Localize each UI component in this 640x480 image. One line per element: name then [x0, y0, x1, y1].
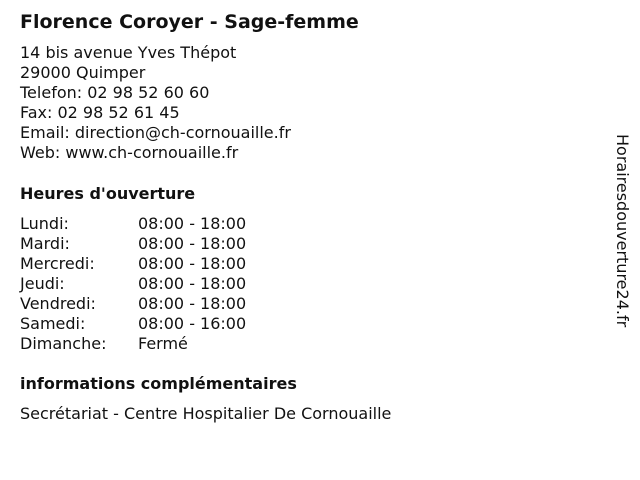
- street-address: 14 bis avenue Yves Thépot: [20, 43, 237, 62]
- email-address: Email: direction@ch-cornouaille.fr: [20, 123, 291, 142]
- time-range: Fermé: [138, 334, 188, 353]
- day-label: Mardi:: [20, 234, 70, 253]
- time-range: 08:00 - 18:00: [138, 254, 247, 273]
- time-range: 08:00 - 18:00: [138, 234, 247, 253]
- hours-heading: Heures d'ouverture: [20, 184, 196, 203]
- hours-row-monday: [20, 214, 320, 234]
- fax-number: Fax: 02 98 52 61 45: [20, 103, 180, 122]
- hours-table: [20, 214, 320, 354]
- day-label: Dimanche:: [20, 334, 107, 353]
- hours-row-tuesday: [20, 234, 320, 254]
- time-range: 08:00 - 18:00: [138, 274, 247, 293]
- contact-block: [20, 43, 291, 163]
- hours-row-thursday: [20, 274, 320, 294]
- time-range: 08:00 - 18:00: [138, 294, 247, 313]
- hours-row-friday: [20, 294, 320, 314]
- city-address: 29000 Quimper: [20, 63, 146, 82]
- day-label: Vendredi:: [20, 294, 96, 313]
- site-watermark: Horairesdouverture24.fr: [613, 134, 632, 328]
- day-label: Samedi:: [20, 314, 86, 333]
- website-address: Web: www.ch-cornouaille.fr: [20, 143, 239, 162]
- phone-number: Telefon: 02 98 52 60 60: [20, 83, 210, 102]
- day-label: Jeudi:: [20, 274, 65, 293]
- hours-row-sunday: [20, 334, 320, 354]
- hours-row-wednesday: [20, 254, 320, 274]
- day-label: Lundi:: [20, 214, 69, 233]
- time-range: 08:00 - 16:00: [138, 314, 247, 333]
- hours-row-saturday: [20, 314, 320, 334]
- info-text: Secrétariat - Centre Hospitalier De Cornouaille: [20, 404, 392, 423]
- time-range: 08:00 - 18:00: [138, 214, 247, 233]
- day-label: Mercredi:: [20, 254, 95, 273]
- page-title: Florence Coroyer - Sage-femme: [20, 11, 359, 33]
- info-heading: informations complémentaires: [20, 374, 297, 393]
